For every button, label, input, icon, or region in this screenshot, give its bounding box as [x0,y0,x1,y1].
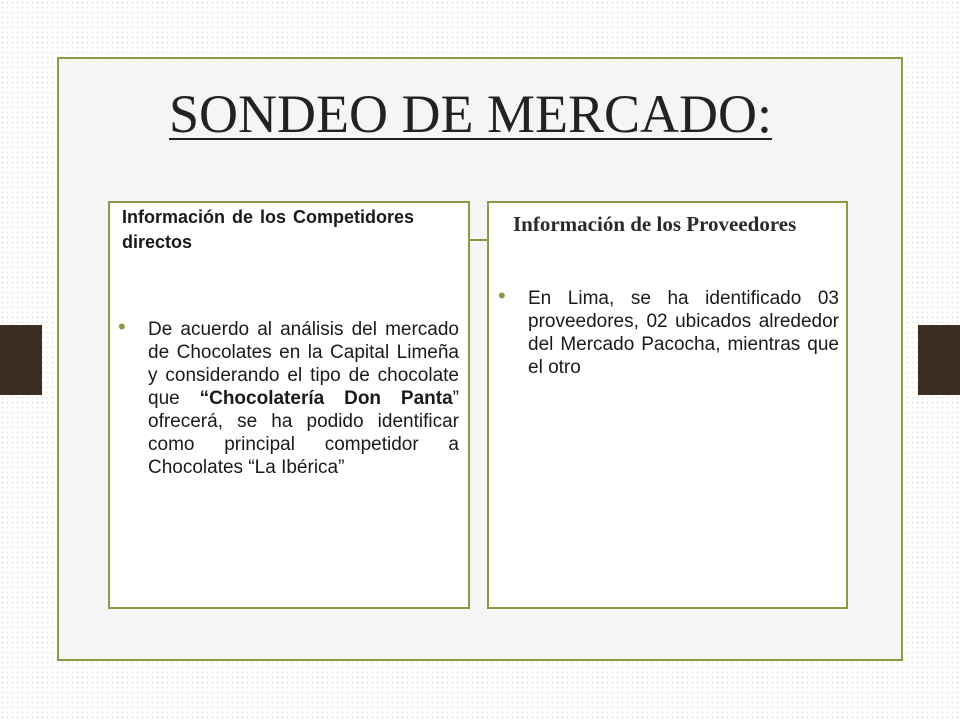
competitor-name: “La Ibérica” [248,457,345,478]
suppliers-heading: Información de los Proveedores [513,212,797,236]
panel-connector [470,239,487,241]
left-decorative-tab [0,325,42,395]
bullet-icon: • [498,283,506,308]
slide-title: SONDEO DE MERCADO: [169,84,773,144]
competitors-bullet-mid: ” ofrecerá, se ha podido identificar como principal competidor a Chocolates [148,388,459,478]
competitor-own-brand: “Chocolatería Don Panta [199,388,453,409]
bullet-icon: • [118,314,126,339]
competitors-bullet-intro: De acuerdo al análisis del mercado de Chocolates en la Capital Limeña y considerando el tipo de chocolate que [148,319,459,409]
competitors-bullet-text [148,318,459,479]
right-decorative-tab [918,325,960,395]
suppliers-bullet-text: En Lima, se ha identificado 03 proveedores, 02 ubicados alrededor del Mercado Pacocha, mientras que el otro [528,288,839,378]
suppliers-panel [487,201,848,609]
competitors-heading: Información de los Competidores directos [122,207,415,252]
